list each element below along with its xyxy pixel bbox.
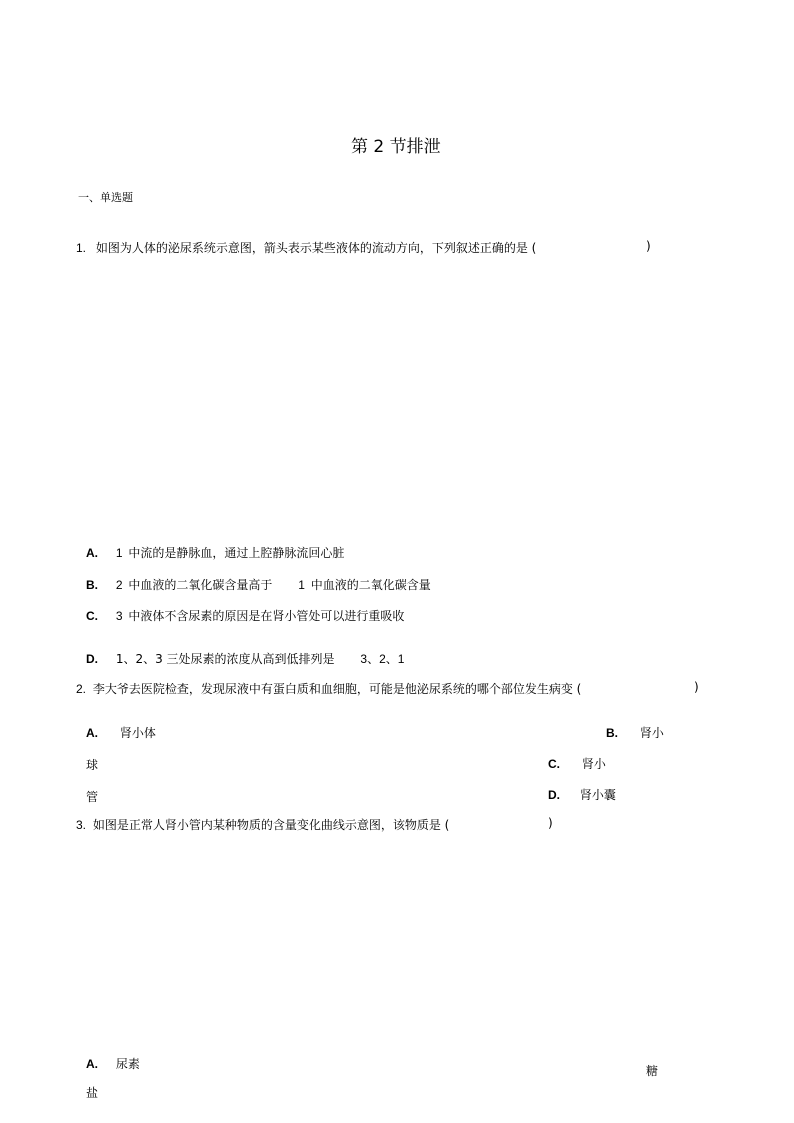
q1-option-d[interactable]: [86, 650, 404, 667]
q1-option-b-label: B.: [86, 578, 98, 592]
q1-option-c-label: C.: [86, 609, 98, 623]
question-3: [76, 816, 449, 833]
question-1-number: 1.: [76, 241, 87, 255]
q2-option-c[interactable]: [548, 755, 606, 772]
q1-option-d-text-1: 1、2、3 三处尿素的浓度从高到低排列是: [115, 652, 335, 666]
q2-option-d-label: D.: [548, 788, 560, 802]
q2-option-d-text: 肾小囊: [579, 788, 616, 802]
q2-option-a-label: A.: [86, 726, 98, 740]
q1-option-c-text: 中液体不含尿素的原因是在肾小管处可以进行重吸收: [128, 609, 405, 623]
question-1-stem: 如图为人体的泌尿系统示意图，箭头表示某些液体的流动方向，下列叙述正确的是 (: [95, 241, 537, 255]
q1-option-b-number-1: 2: [115, 578, 123, 592]
q2-option-b-text-part-1: 肾小: [639, 726, 664, 740]
question-3-number: 3.: [76, 818, 87, 832]
question-2-close-paren: ): [694, 680, 699, 694]
q2-option-c-text-part-2: 管: [86, 790, 99, 804]
question-2-stem: 李大爷去医院检查，发现尿液中有蛋白质和血细胞，可能是他泌尿系统的哪个部位发生病变 (: [92, 682, 582, 696]
q2-option-a[interactable]: [86, 724, 156, 741]
q1-option-d-label: D.: [86, 652, 98, 666]
q3-option-b-text[interactable]: 糖: [646, 1064, 659, 1078]
q1-option-a-text: 中流的是静脉血，通过上腔静脉流回心脏: [128, 546, 345, 560]
q1-option-b-text-1: 中血液的二氧化碳含量高于: [128, 578, 273, 592]
q2-option-a-text: 肾小体: [119, 726, 156, 740]
q1-option-b-text-2: 中血液的二氧化碳含量: [310, 578, 431, 592]
q3-option-a[interactable]: [86, 1055, 140, 1072]
q1-option-a[interactable]: [86, 544, 344, 561]
question-1-close-paren: ): [646, 239, 651, 253]
q1-option-d-text-2: 3、2、1: [360, 652, 405, 666]
q1-option-a-label: A.: [86, 546, 98, 560]
q3-option-a-text: 尿素: [115, 1057, 140, 1071]
question-2: [76, 680, 581, 697]
question-1: [76, 239, 536, 256]
q3-option-a-label: A.: [86, 1057, 98, 1071]
q3-option-c-text[interactable]: 盐: [86, 1086, 99, 1100]
q1-option-a-number: 1: [115, 546, 123, 560]
q2-option-b-text-part-2: 球: [86, 758, 99, 772]
q2-option-c-text-part-1: 肾小: [581, 757, 606, 771]
q2-option-c-label: C.: [548, 757, 560, 771]
page-title: 第 2 节排泄: [351, 137, 441, 157]
section-heading: 一、单选题: [78, 191, 133, 204]
q1-option-b-number-2: 1: [298, 578, 305, 592]
q1-option-c-number: 3: [115, 609, 123, 623]
question-2-number: 2.: [76, 682, 87, 696]
question-3-close-paren: ): [548, 816, 553, 830]
q2-option-b[interactable]: [606, 724, 664, 741]
q1-option-c[interactable]: [86, 607, 404, 624]
question-3-stem: 如图是正常人肾小管内某种物质的含量变化曲线示意图，该物质是 (: [92, 818, 450, 832]
q2-option-d[interactable]: [548, 786, 616, 803]
q2-option-b-label: B.: [606, 726, 618, 740]
q1-option-b[interactable]: [86, 576, 431, 593]
